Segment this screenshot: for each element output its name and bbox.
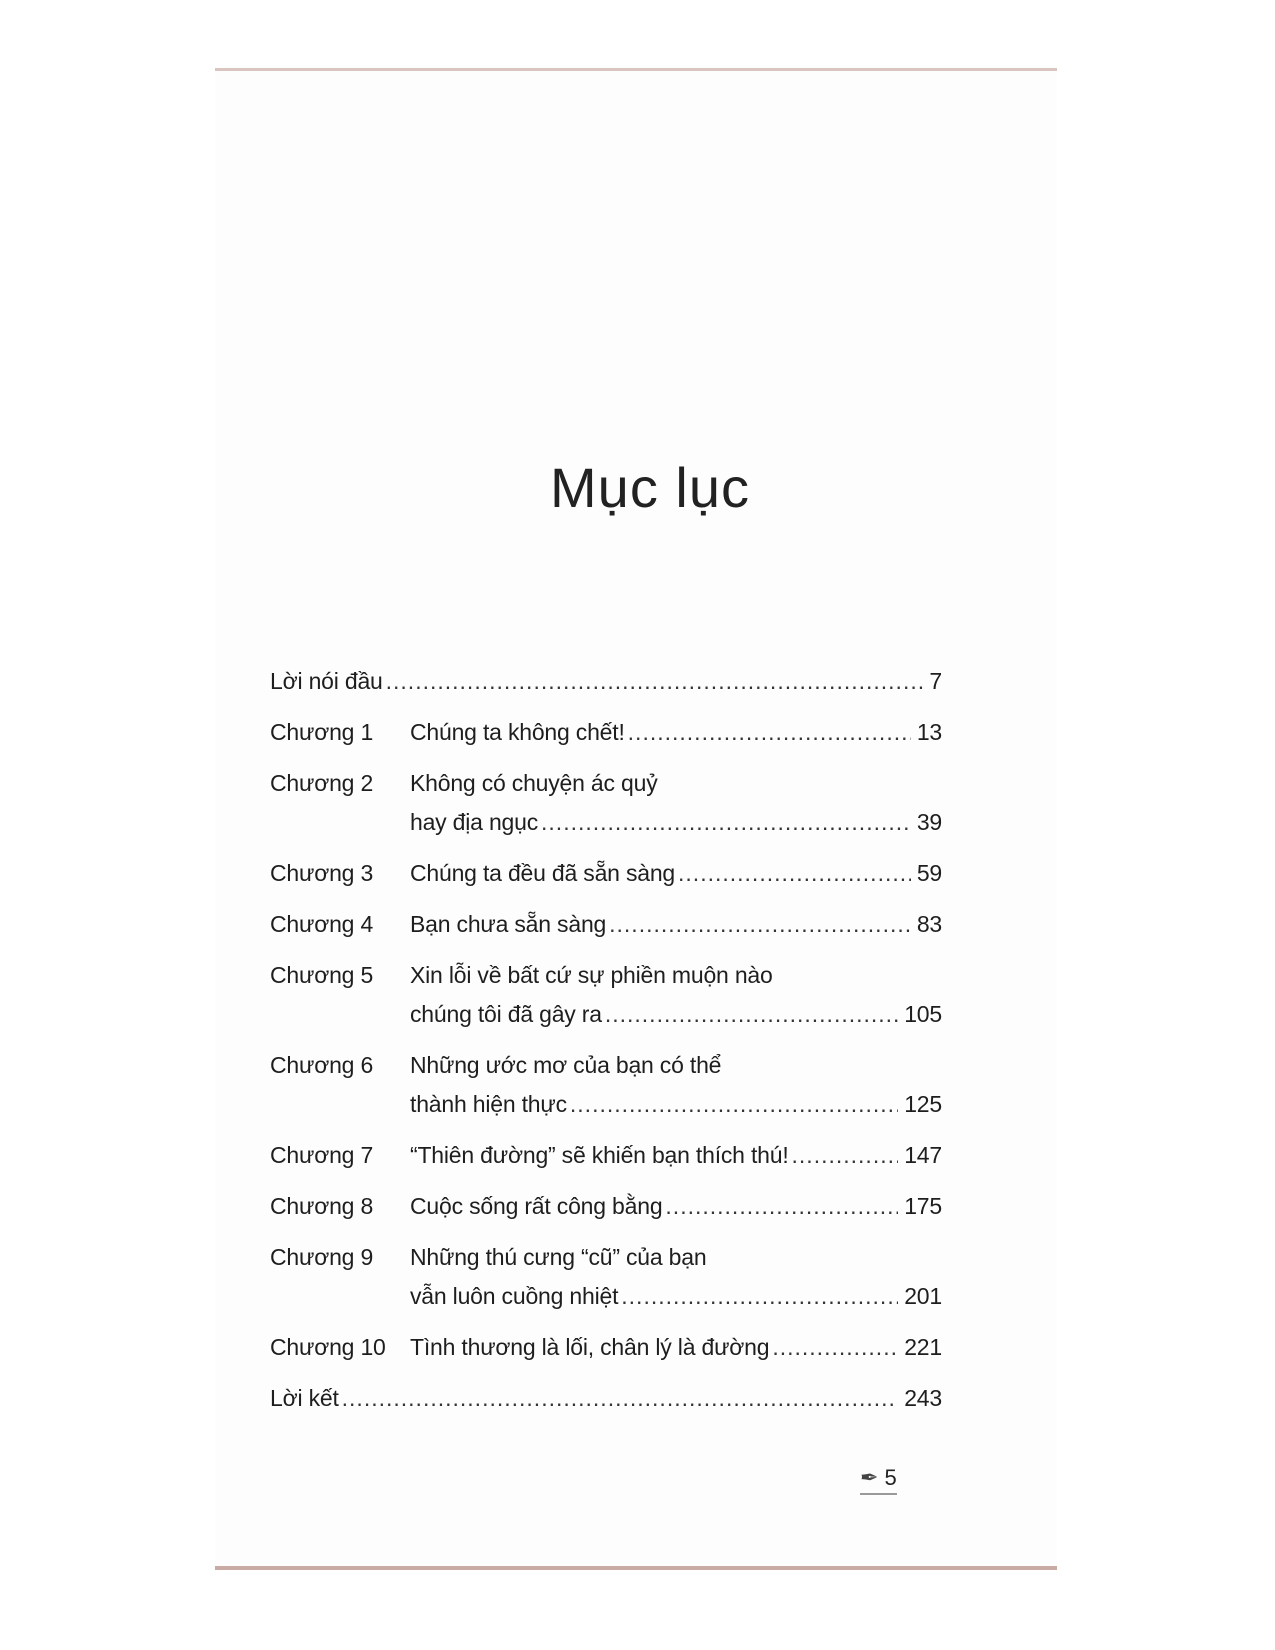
page-title: Mục lục bbox=[550, 456, 750, 519]
toc-entry bbox=[270, 1328, 942, 1367]
chapter-label: Chương 3 bbox=[270, 860, 374, 886]
entry-title: chúng tôi đã gây ra bbox=[410, 1001, 602, 1027]
dot-leader bbox=[386, 662, 924, 701]
entry-title: Lời nói đầu bbox=[270, 668, 383, 694]
entry-page-number: 175 bbox=[904, 1193, 942, 1219]
chapter-label: Chương 4 bbox=[270, 911, 374, 937]
entry-page-number: 147 bbox=[904, 1142, 942, 1168]
entry-title: Chúng ta không chết! bbox=[410, 719, 625, 745]
chapter-label: Chương 8 bbox=[270, 1193, 374, 1219]
entry-title: Bạn chưa sẵn sàng bbox=[410, 911, 607, 937]
chapter-label: Chương 2 bbox=[270, 770, 374, 796]
toc-entry bbox=[270, 905, 942, 944]
table-of-contents bbox=[270, 662, 942, 1430]
chapter-label: Chương 10 bbox=[270, 1334, 386, 1360]
entry-title: Lời kết bbox=[270, 1385, 339, 1411]
page-number: 5 bbox=[884, 1465, 897, 1490]
chapter-label: Chương 6 bbox=[270, 1052, 374, 1078]
toc-entry bbox=[270, 1187, 942, 1226]
dot-leader bbox=[570, 1085, 898, 1124]
entry-title: Những thú cưng “cũ” của bạn bbox=[410, 1244, 707, 1270]
toc-entry bbox=[270, 1238, 942, 1316]
entry-page-number: 13 bbox=[916, 719, 942, 745]
toc-entry bbox=[270, 662, 942, 701]
dot-leader bbox=[678, 854, 911, 893]
toc-entry bbox=[270, 713, 942, 752]
dot-leader bbox=[609, 905, 911, 944]
dot-leader bbox=[541, 803, 911, 842]
dot-leader bbox=[342, 1379, 899, 1418]
toc-entry bbox=[270, 956, 942, 1034]
entry-title: “Thiên đường” sẽ khiến bạn thích thú! bbox=[410, 1142, 789, 1168]
dot-leader bbox=[628, 713, 911, 752]
page-footer bbox=[860, 1465, 897, 1495]
entry-title: Chúng ta đều đã sẵn sàng bbox=[410, 860, 676, 886]
entry-page-number: 83 bbox=[916, 911, 942, 937]
quill-ornament-icon: ✒ bbox=[860, 1465, 879, 1490]
chapter-label: Chương 1 bbox=[270, 719, 374, 745]
entry-title: Xin lỗi về bất cứ sự phiền muộn nào bbox=[410, 962, 773, 988]
entry-page-number: 221 bbox=[904, 1334, 942, 1360]
entry-page-number: 59 bbox=[916, 860, 942, 886]
toc-entry bbox=[270, 854, 942, 893]
dot-leader bbox=[621, 1277, 898, 1316]
entry-page-number: 39 bbox=[916, 809, 942, 835]
dot-leader bbox=[772, 1328, 898, 1367]
entry-title: hay địa ngục bbox=[410, 809, 539, 835]
entry-title: Tình thương là lối, chân lý là đường bbox=[410, 1334, 770, 1360]
entry-page-number: 201 bbox=[904, 1283, 942, 1309]
toc-entry bbox=[270, 1379, 942, 1418]
toc-entry bbox=[270, 764, 942, 842]
entry-page-number: 243 bbox=[904, 1385, 942, 1411]
dot-leader bbox=[665, 1187, 898, 1226]
toc-entry bbox=[270, 1046, 942, 1124]
entry-title: Những ước mơ của bạn có thể bbox=[410, 1052, 722, 1078]
entry-page-number: 105 bbox=[904, 1001, 942, 1027]
chapter-label: Chương 7 bbox=[270, 1142, 374, 1168]
chapter-label: Chương 9 bbox=[270, 1244, 374, 1270]
dot-leader bbox=[792, 1136, 899, 1175]
entry-title: vẫn luôn cuồng nhiệt bbox=[410, 1283, 619, 1309]
entry-title: thành hiện thực bbox=[410, 1091, 567, 1117]
entry-page-number: 125 bbox=[904, 1091, 942, 1117]
toc-entry bbox=[270, 1136, 942, 1175]
chapter-label: Chương 5 bbox=[270, 962, 374, 988]
dot-leader bbox=[605, 995, 898, 1034]
entry-title: Không có chuyện ác quỷ bbox=[410, 770, 658, 796]
entry-page-number: 7 bbox=[929, 668, 942, 694]
entry-title: Cuộc sống rất công bằng bbox=[410, 1193, 663, 1219]
